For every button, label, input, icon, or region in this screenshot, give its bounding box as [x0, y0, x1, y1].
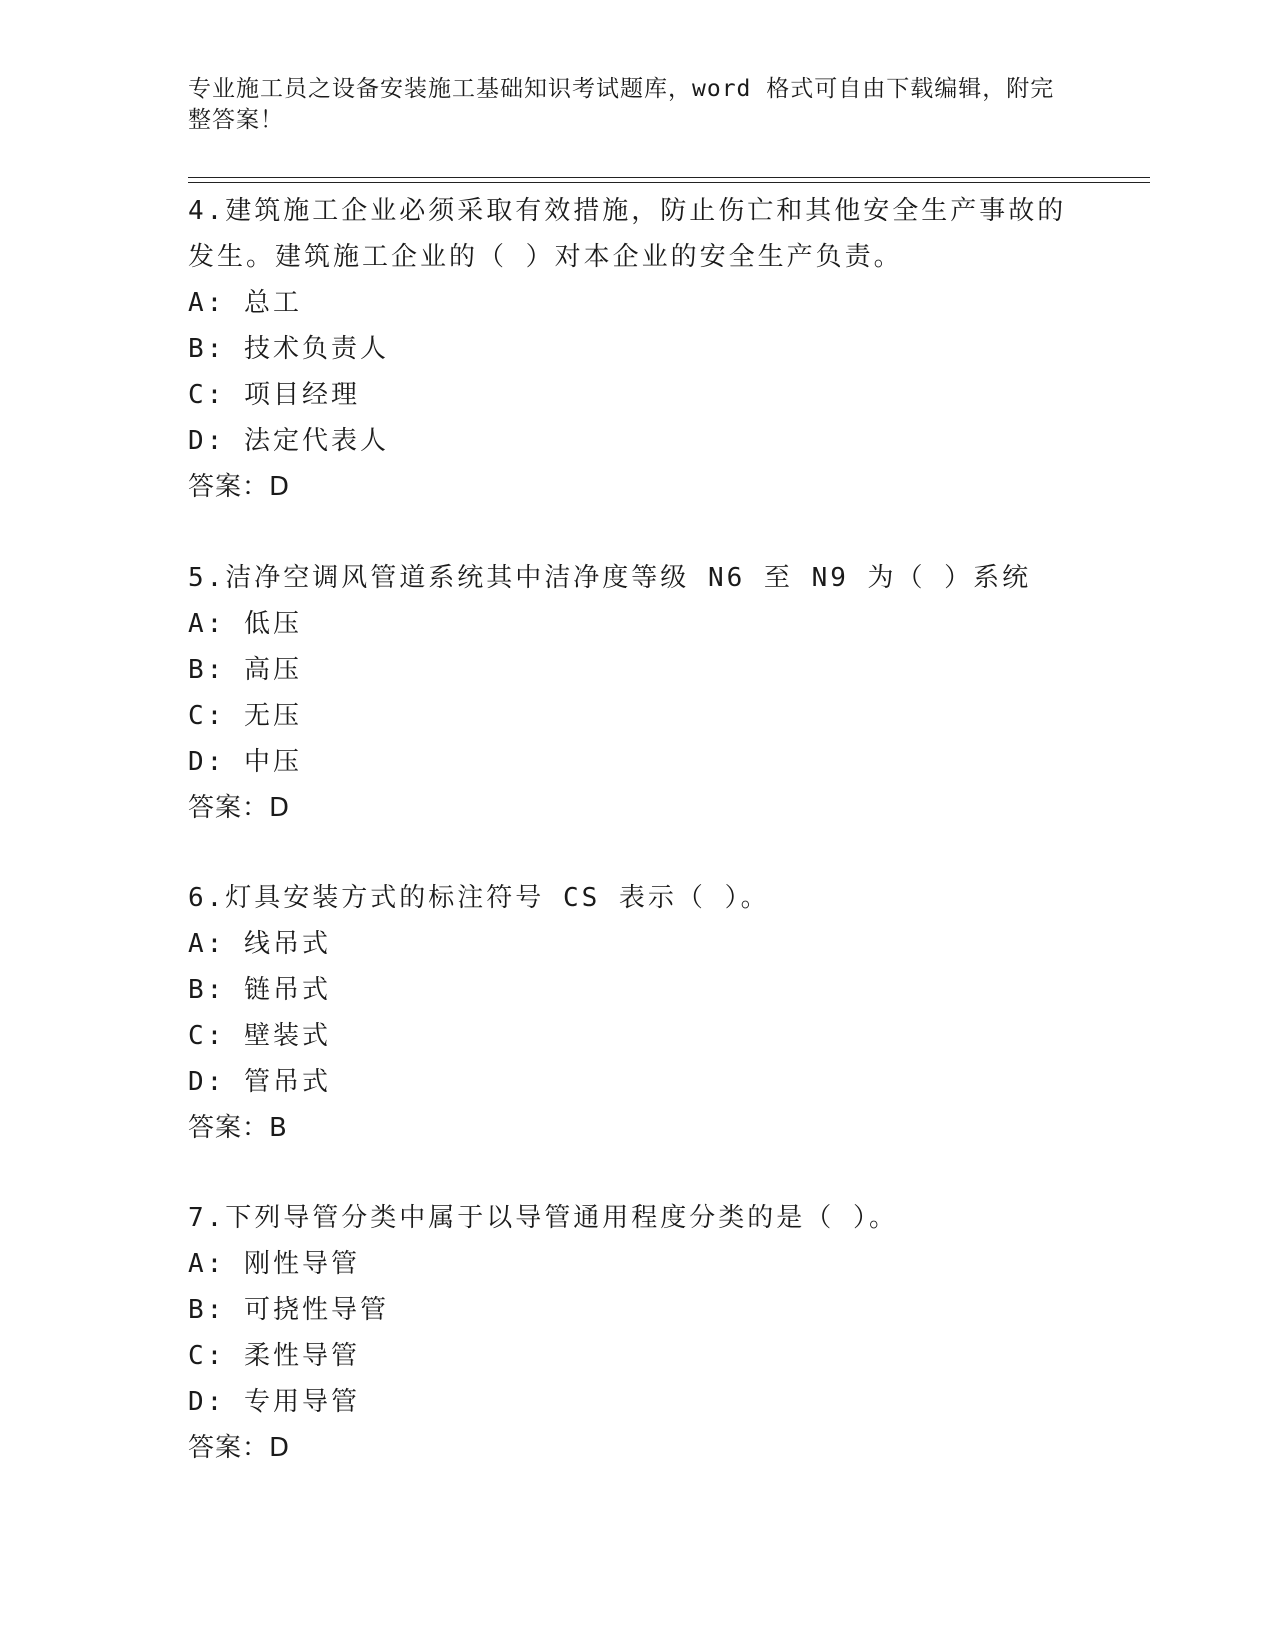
document-intro: 专业施工员之设备安装施工基础知识考试题库，word 格式可自由下载编辑，附完整答案！ [188, 76, 1055, 133]
option-c: C: 项目经理 [188, 380, 360, 410]
question-4 [188, 188, 1088, 510]
option-d: D: 法定代表人 [188, 426, 389, 456]
question-stem: 4.建筑施工企业必须采取有效措施，防止伤亡和其他安全生产事故的发生。建筑施工企业的（ ）对本企业的安全生产负责。 [188, 196, 1067, 272]
answer: 答案：D [188, 793, 291, 823]
question-7 [188, 1195, 1088, 1471]
option-d: D: 中压 [188, 747, 302, 777]
answer: 答案：B [188, 1113, 288, 1143]
option-a: A: 线吊式 [188, 929, 331, 959]
option-c: C: 柔性导管 [188, 1341, 360, 1371]
question-stem: 6.灯具安装方式的标注符号 CS 表示（ ）。 [188, 883, 770, 913]
question-stem: 5.洁净空调风管道系统其中洁净度等级 N6 至 N9 为（ ）系统 [188, 563, 1032, 593]
option-b: B: 技术负责人 [188, 334, 389, 364]
option-a: A: 刚性导管 [188, 1249, 360, 1279]
question-5 [188, 555, 1088, 831]
option-a: A: 总工 [188, 288, 302, 318]
answer: 答案：D [188, 1433, 291, 1463]
option-c: C: 壁装式 [188, 1021, 331, 1051]
header-divider-top [188, 177, 1150, 178]
question-stem: 7.下列导管分类中属于以导管通用程度分类的是（ ）。 [188, 1203, 898, 1233]
option-d: D: 专用导管 [188, 1387, 360, 1417]
option-a: A: 低压 [188, 609, 302, 639]
option-c: C: 无压 [188, 701, 302, 731]
option-b: B: 可挠性导管 [188, 1295, 389, 1325]
question-6 [188, 875, 1088, 1151]
answer: 答案：D [188, 472, 291, 502]
option-b: B: 链吊式 [188, 975, 331, 1005]
option-d: D: 管吊式 [188, 1067, 331, 1097]
header-divider-bottom [188, 182, 1150, 183]
option-b: B: 高压 [188, 655, 302, 685]
